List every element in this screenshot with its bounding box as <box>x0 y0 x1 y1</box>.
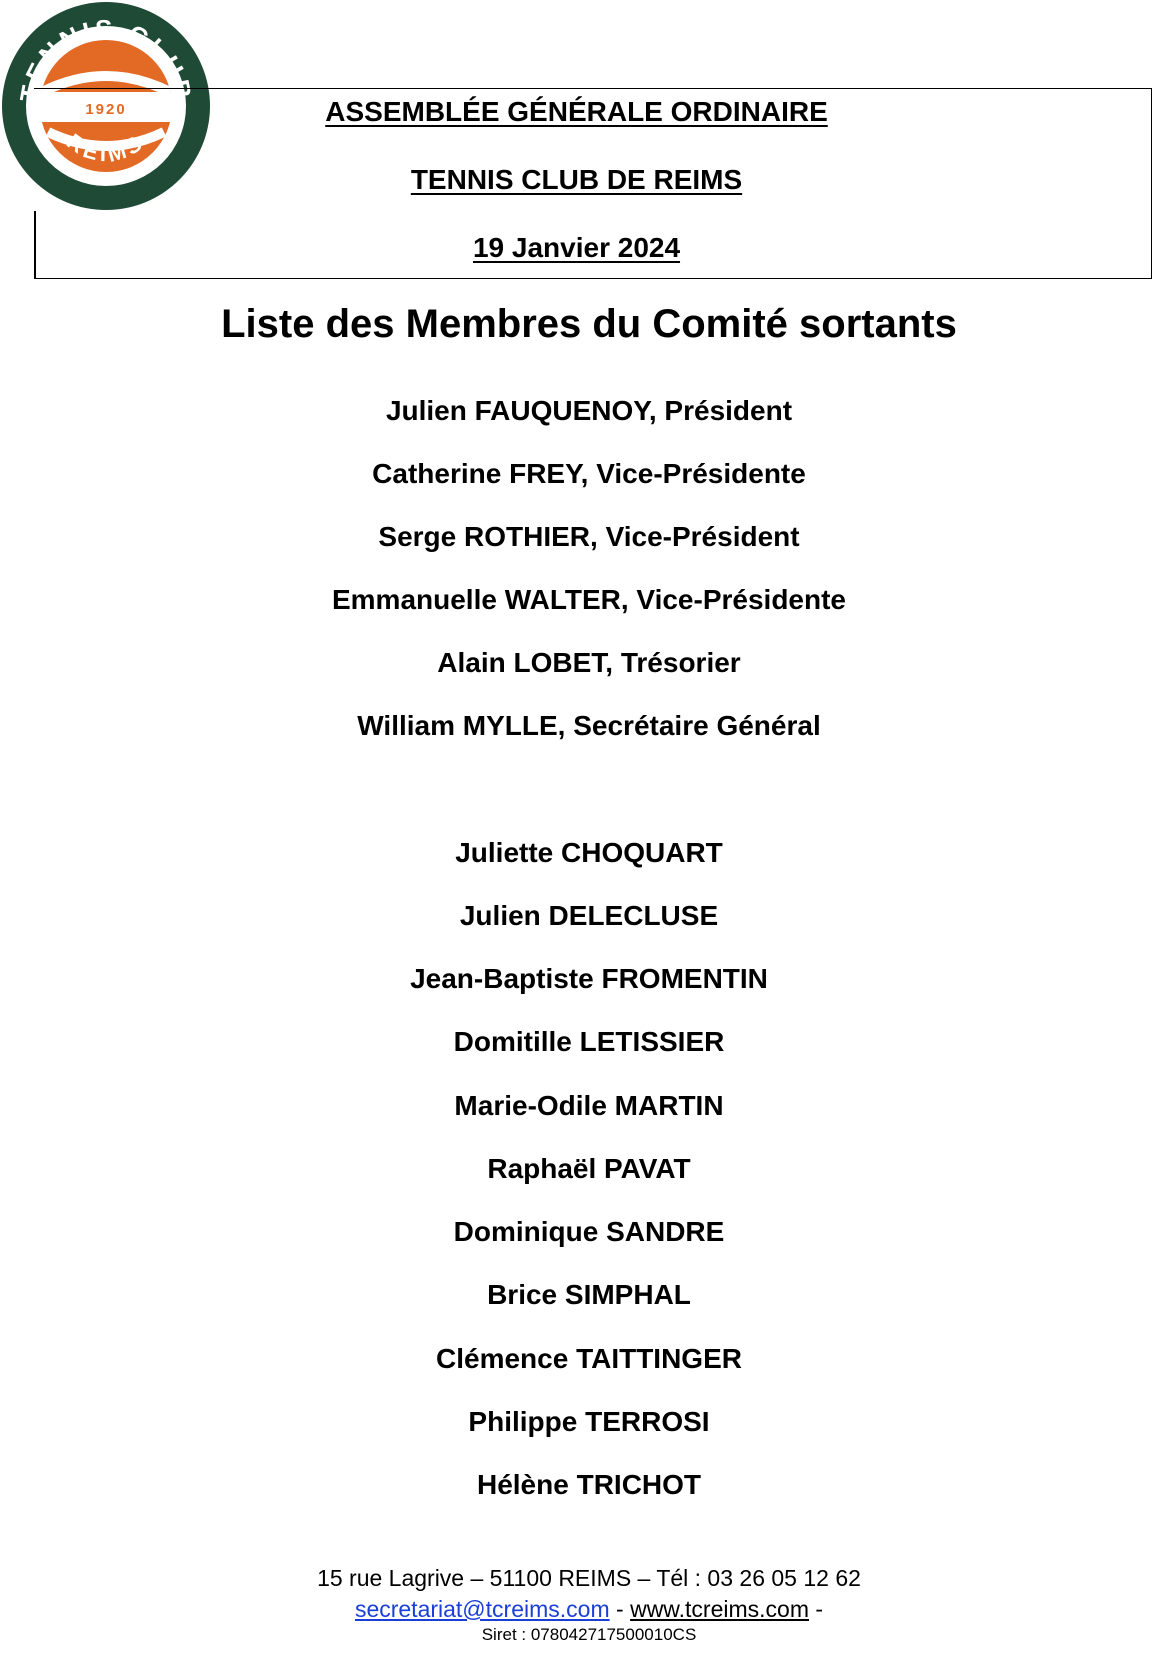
member-item: Raphaël PAVAT <box>487 1153 691 1184</box>
website-link[interactable]: www.tcreims.com <box>630 1596 809 1622</box>
member-item: Clémence TAITTINGER <box>436 1343 742 1374</box>
footer-trailing: - <box>808 1596 824 1622</box>
header-club-name: TENNIS CLUB DE REIMS <box>410 164 743 195</box>
logo-year: 1920 <box>85 101 127 118</box>
member-item: Brice SIMPHAL <box>487 1279 691 1310</box>
officer-item: Serge ROTHIER, Vice-Président <box>378 521 800 552</box>
footer-contact <box>0 1596 1153 1623</box>
footer-siret: Siret : 078042717500010CS <box>481 1625 697 1644</box>
officer-item: Alain LOBET, Trésorier <box>437 647 741 678</box>
officer-item: Emmanuelle WALTER, Vice-Présidente <box>331 584 846 615</box>
officer-item: Julien FAUQUENOY, Président <box>385 395 793 426</box>
list-title: Liste des Membres du Comité sortants <box>221 302 957 346</box>
logo-bottom-text: REIMS <box>62 128 150 167</box>
member-item: Juliette CHOQUART <box>455 837 723 868</box>
logo-top-text: TENNIS CLUB <box>13 13 199 105</box>
header-date: 19 Janvier 2024 <box>472 232 681 263</box>
footer-address: 15 rue Lagrive – 51100 REIMS – Tél : 03 26 05 12 62 <box>317 1565 861 1591</box>
footer-separator: - <box>609 1596 631 1622</box>
member-item: Jean-Baptiste FROMENTIN <box>410 963 768 994</box>
header-assembly-title: ASSEMBLÉE GÉNÉRALE ORDINAIRE <box>325 96 828 127</box>
officer-item: Catherine FREY, Vice-Présidente <box>372 458 806 489</box>
member-item: Dominique SANDRE <box>453 1216 725 1247</box>
member-item: Julien DELECLUSE <box>459 900 719 931</box>
officer-item: William MYLLE, Secrétaire Général <box>357 710 821 741</box>
member-item: Hélène TRICHOT <box>476 1469 702 1500</box>
member-item: Philippe TERROSI <box>468 1406 710 1437</box>
email-link[interactable]: secretariat@tcreims.com <box>354 1596 610 1622</box>
member-item: Marie-Odile MARTIN <box>454 1090 724 1121</box>
member-item: Domitille LETISSIER <box>453 1026 725 1057</box>
